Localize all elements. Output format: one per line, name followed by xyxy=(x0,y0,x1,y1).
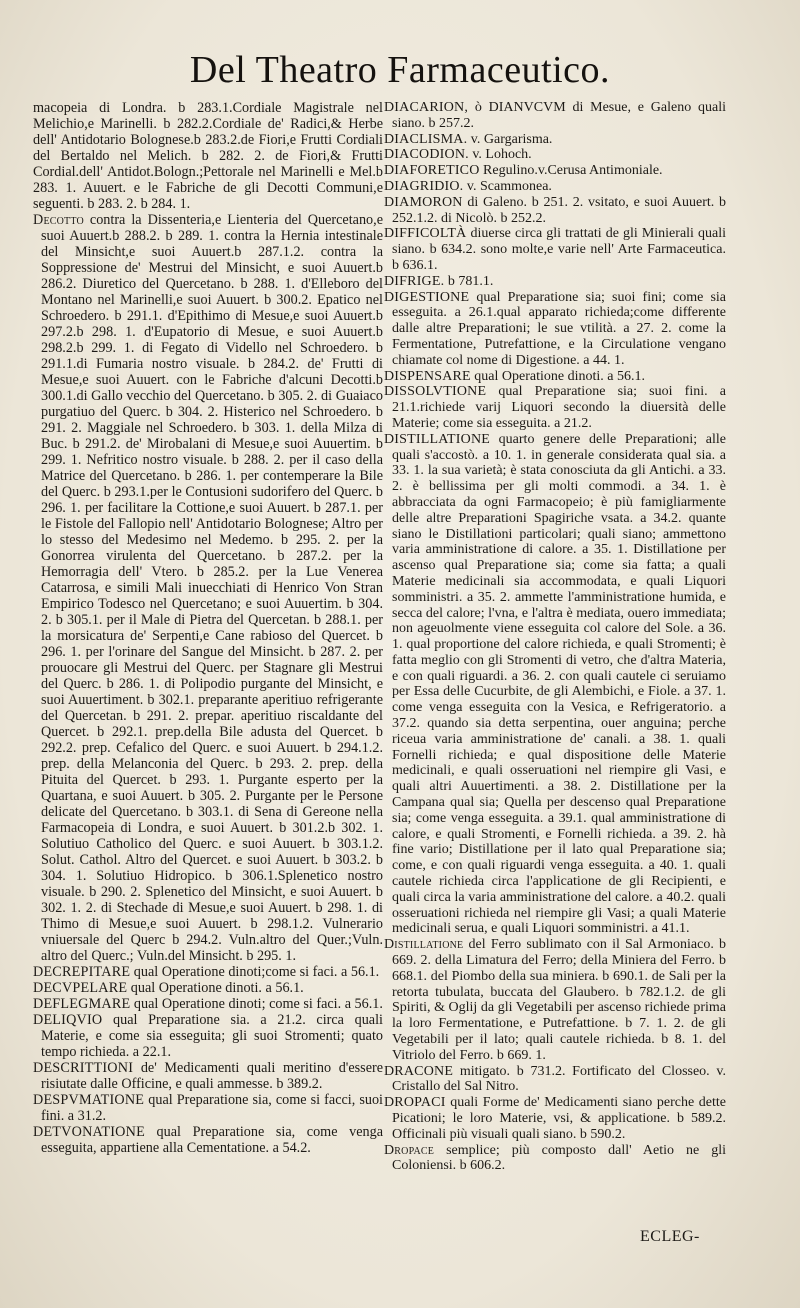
entry-headword: DESPVMATIONE xyxy=(33,1092,145,1108)
entry-headword: DIAFORETICO xyxy=(384,163,480,179)
entry-headword: Dropace xyxy=(384,1142,435,1158)
index-entry xyxy=(33,1092,383,1124)
index-entry xyxy=(384,384,726,431)
entry-text: qual Operatione dinoti;come si faci. a 56.1. xyxy=(133,964,380,980)
entry-headword: DIAGRIDIO. xyxy=(384,178,464,194)
entry-headword: DIAMORON xyxy=(384,194,463,210)
entry-text: de' Medicamenti quali meritino d'essere risiutate dalle Officine, e quali ammesse. b 389.2. xyxy=(41,1060,384,1092)
entry-text: del Ferro sublimato con il Sal Armoniaco. b 669. 2. della Limatura del Ferro; della Miniera del Ferro. b 668.1. del Piombo della sua miniera. b 690.1. de Sali per la retorta tubulata, buccata del Glaubero. b 782.1.2. de gli Spiriti, & Oglij da gli Vegetabili per ascenso richiede prima la loro Fermentatione, e Putrefattione. b 7. 1. 2. de gli Vegetabili per il lato; quali cautele richieda. b 8. 1. del Vitriolo del Ferro. b 669. 1. xyxy=(392,937,726,1063)
entry-headword: DECREPITARE xyxy=(33,964,131,980)
index-entry xyxy=(384,1095,726,1142)
entry-headword: DROPACI xyxy=(384,1095,446,1111)
index-entry xyxy=(33,1012,383,1060)
entry-headword: DECVPELARE xyxy=(33,980,128,996)
entry-headword: DRACONE xyxy=(384,1063,454,1079)
entry-text: qual Preparatione sia; suoi fini. a 21.1.richiede varij Liquori secondo la diuersità delle Materie; come sia esseguita. a 21.2. xyxy=(392,384,726,431)
entry-text: qual Preparatione sia, come si facci, suoi fini. a 31.2. xyxy=(41,1092,383,1124)
entry-headword: DESCRITTIONI xyxy=(33,1060,134,1076)
index-entry xyxy=(384,937,726,1063)
entry-text: diuerse circa gli trattati de gli Minierali quali siano. b 634.2. sono molte,e varie nell' Arte Farmaceutica. b 636.1. xyxy=(392,226,726,273)
entry-headword: DISPENSARE xyxy=(384,368,471,384)
index-entry xyxy=(33,1124,383,1156)
entry-text: macopeia di Londra. b 283.1.Cordiale Magistrale nel Melichio,e Marinelli. b 282.2.Cordiale de' Radici,& Herbe dell' Antidotario Bolognese.b 283.2.de Fiori,e Frutti Cordiali del Bertaldo nel Melich. b 282. 2. de Fiori,& Frutti Cordial.dell' Antidot.Bologn.;Pettorale nel Marinelli e Mel.b 283. 1. Auuert. e le Fabriche de gli Decotti Communi,e seguenti. b 283. 2. b 284. 1. xyxy=(33,100,383,212)
entry-headword: Distillatione xyxy=(384,937,464,953)
entry-text: di Galeno. b 251. 2. vsitato, e suoi Auuert. b 252.1.2. di Nicolò. b 252.2. xyxy=(392,194,726,226)
entry-headword: DIFRIGE. xyxy=(384,273,445,289)
index-entry xyxy=(384,274,726,290)
index-entry xyxy=(33,980,383,996)
entry-text: v. Lohoch. xyxy=(472,147,532,163)
entry-headword: DELIQVIO xyxy=(33,1012,103,1028)
entry-text: qual Preparatione sia, come venga esseguita, appartiene alla Cementatione. a 54.2. xyxy=(41,1124,383,1156)
entry-headword: DEFLEGMARE xyxy=(33,996,131,1012)
index-entry xyxy=(384,1143,726,1175)
entry-text: b 781.1. xyxy=(447,273,494,289)
entry-headword: DIACODION. xyxy=(384,147,469,163)
entry-text: v. Scammonea. xyxy=(466,178,552,194)
index-entry xyxy=(384,100,726,132)
running-head-title: Del Theatro Farmaceutico. xyxy=(189,49,611,91)
entry-text: qual Preparatione sia. a 21.2. circa quali Materie, e come sia esseguita; gli suoi Stromenti; quato tempo richieda. a 22.1. xyxy=(41,1012,383,1060)
index-entry xyxy=(384,132,726,148)
entry-headword: DISSOLVTIONE xyxy=(384,384,487,400)
entry-headword: DISTILLATIONE xyxy=(384,431,491,447)
index-entry xyxy=(384,147,726,163)
index-entry xyxy=(33,964,383,980)
entry-headword: Decotto xyxy=(33,212,84,228)
index-entry xyxy=(384,179,726,195)
right-column xyxy=(384,100,726,1174)
entry-text: qual Operatione dinoti. a 56.1. xyxy=(474,368,645,384)
index-entry xyxy=(384,163,726,179)
entry-text: quali Forme de' Medicamenti siano perche dette Picationi; le loro Materie, vsi, & applicatione. b 589.2. Officinali più visuali quali siano. b 590.2. xyxy=(392,1095,726,1142)
entry-headword: DIGESTIONE xyxy=(384,289,470,305)
entry-text: Regulino.v.Cerusa Antimoniale. xyxy=(483,163,663,179)
index-entry xyxy=(384,432,726,938)
left-column xyxy=(33,100,383,1156)
index-entry xyxy=(384,195,726,227)
entry-text: qual Preparatione sia; suoi fini; come sia esseguita. a 26.1.qual apparato richieda;come differente dalle altre Preparationi; le sue vtilità. a 27. 2. come la Fermentatione, Putrefattione, e la Circulatione vengano chiamate col nome di Digestione. a 44. 1. xyxy=(392,289,727,368)
index-entry xyxy=(384,1064,726,1096)
entry-headword: DIFFICOLTÀ xyxy=(384,226,467,242)
index-entry xyxy=(384,369,726,385)
entry-headword: DIACARION, xyxy=(384,100,469,115)
entry-text: semplice; più composto dall' Aetio ne gli Coloniensi. b 606.2. xyxy=(392,1142,727,1174)
entry-text: qual Operatione dinoti. a 56.1. xyxy=(130,980,304,996)
index-entry xyxy=(33,996,383,1012)
entry-text: ò DIANVCVM di Mesue, e Galeno quali siano. b 257.2. xyxy=(392,100,726,131)
index-entry xyxy=(33,1060,383,1092)
entry-headword: DETVONATIONE xyxy=(33,1124,145,1140)
entry-text: v. Gargarisma. xyxy=(470,131,553,147)
entry-text: contra la Dissenteria,e Lienteria del Quercetano,e suoi Auuert.b 288.2. b 289. 1. contra la Hernia intestinale del Minsicht,e suoi Auuert.b 287.1.2. contra la Soppressione de' Mestrui del Minsicht, e suoi Auuert.b 286.2. Diuretico del Quercetano. b 288. 1. d'Elleboro del Montano nel Marinelli,e suoi Auuert. b 300.2. Epatico nel Schroedero. b 291.1. d'Epithimo di Mesue,e suoi Auuert.b 297.2.b 298. 1. d'Eupatorio di Mesue, e suoi Auuert.b 298.2.b 299. 1. di Fegato di Vidello nel Schroedero. b 291.1.di Fumaria nostro visuale. b 284.2. de' Frutti di Mesue,e suoi Auuert. con le Fabriche d'alcuni Decotti.b 300.1.di Gallo vecchio del Quercetano. b 305. 2. di Guaiaco purgatiuo del Querc. b 304. 2. Histerico nel Schroedero. b 291. 2. Maggiale nel Schroedero. b 303. 1. della Milza di Buc. b 291.2. de' Mirobalani di Mesue,e suoi Auuertim. b 299. 1. Nefritico nostro visuale. b 288. 2. per il caso della Matrice del Quercetano. b 286. 1. per contemperare la Bile del Querc. b 293.1.per le Contusioni sudorifero del Querc. b 296. 1. per facilitare la Cottione,e suoi Auuert. b 287.1. per le Fistole del Fallopio nell' Antidotario Bolognese; Altro per lo stesso del Medesimo nel Medemo. b 295. 2. per la Gonorrea virulenta del Quercetano. b 287.2. per la Hemorragia dell' Vtero. b 285.2. per la Lue Venerea Catarrosa, e simili Mali inuecchiati di Henrico Von Stran Empirico Todesco nel Quercetano; e suoi Auuertim. b 304. 2. b 305.1. per il Male di Pietra del Quercetan. b 288.1. per la morsicatura de' Serpenti,e Cane rabioso del Quercet. b 296. 1. per l'orinare del Sangue del Minsicht. b 287. 2. per prouocare gli Mestrui del Querc. per Stagnare gli Mestrui del Querc. b 286. 1. di Polipodio purgante del Minsicht, e suoi Auuertiment. b 302.1. preparante aperitiuo refrigerante del Quercetan. b 291. 2. prepar. aperitiuo riscaldante del Quercet. b 292.1. prep.della Bile adusta del Quercet. b 292.2. prep. Cefalico del Querc. e suoi Auuert. b 294.1.2. prep. della Melanconia del Querc. b 293. 2. prep. della Pituita del Quercet. b 293. 1. Purgante esperto per la Quartana, e suoi Auuert. b 305. 2. Purgante per le Persone delicate del Quercetano. b 303.1. di Sena di Gereone nella Farmacopeia di Londra, e suoi Auuert. b 301.2.b 302. 1. Solutiuo Catholico del Querc. e suoi Auuert. b 303.1.2. Solut. Cathol. Altro del Quercet. e suoi Auuert. b 303.2. b 304. 1. Solutiuo Hidropico. b 306.1.Splenetico nostro visuale. b 290. 2. Splenetico del Minsicht, e suoi Auuert. b 302. 1. 2. di Stechade di Mesue,e suoi Auuert. b 298. 1. di Thimo di Mesue,e suoi Auuert. b 298.1.2. Vulnerario vniuersale del Querc b 294.2. Vuln.altro del Quer.;Vuln. altro del Querc.; Vuln.del Minsicht. b 295. 1. xyxy=(41,212,383,964)
entry-headword: DIACLISMA. xyxy=(384,131,468,147)
index-entry xyxy=(384,226,726,273)
entry-text: quarto genere delle Preparationi; alle quali s'accostò. a 10. 1. in generale considerata qual sia. a 33. 1. la sua varietà; è stata conosciuta da gli Antichi. a 33. 2. è bellissima per gli molti commodi. a 34. 1. è abbracciata da ogni Farmacopeio; è più famigliarmente delle altre Preparationi Spagiriche vsata. a 34.2. quante siano le Distillationi particolari; quali siano; ammettono varia amministratione di calore. a 35. 1. Distillatione per ascenso qual Preparatione sia; come sia fatta; a quali Materie medicinali sia accommodata, e quali Liquori somministri. a 35. 2. ammette l'amministratione humida, e secca del calore; l'vna, e l'altra è mediata, ouero immediata; non ageuolmente viene esseguita col calore del Sole. a 36. 1. qual proportione del calore richieda, e quali Stromenti; è fatta meglio con gli Stromenti di vetro, che d'altra Materia, e con quali riguardi. a 36. 2. con quali cautele ci seruiamo per Essa delle Cucurbite, de gli Alembichi, e Fiole. a 37. 1. come venga esseguita con la Vesica, e Refrigeratorio. a 37.2. quando sia detta serpentina, ouer anguina; perche riceua varia amministratione de' canali. a 38. 1. quali Fornelli richieda; e qual dispositione delle Materie medicinali, e quali osseruationi nel riempire gli Vasi, e quali altri Auuertimenti. a 38. 2. Distillatione per la Campana qual sia; Quella per descenso qual Preparatione sia; come venga esseguita. a 39.1. qual amministratione di calore, e quali Stromenti, e Fornelli richieda. a 39. 2. hà fine vario; Distillatione per il lato qual Preparatione sia; come, e con quali riguardi venga esseguita. a 40. 1. quali cautele richieda circa l'applicatione de gli Recipienti, e quali circa la varia amministratione del calore. a 40.2. quali osseruationi richieda nel riempire gli Vasi; a quali Materie medicinali serua, e quali Liquori somministri. a 41.1. xyxy=(392,431,727,937)
catchword: ECLEG- xyxy=(640,1228,700,1245)
index-entry xyxy=(384,290,726,369)
entry-text: mitigato. b 731.2. Fortificato del Closseo. v. Cristallo del Sal Nitro. xyxy=(392,1063,726,1095)
index-entry xyxy=(33,212,383,964)
entry-text: qual Operatione dinoti; come si faci. a 56.1. xyxy=(133,996,383,1012)
index-entry xyxy=(33,100,383,212)
